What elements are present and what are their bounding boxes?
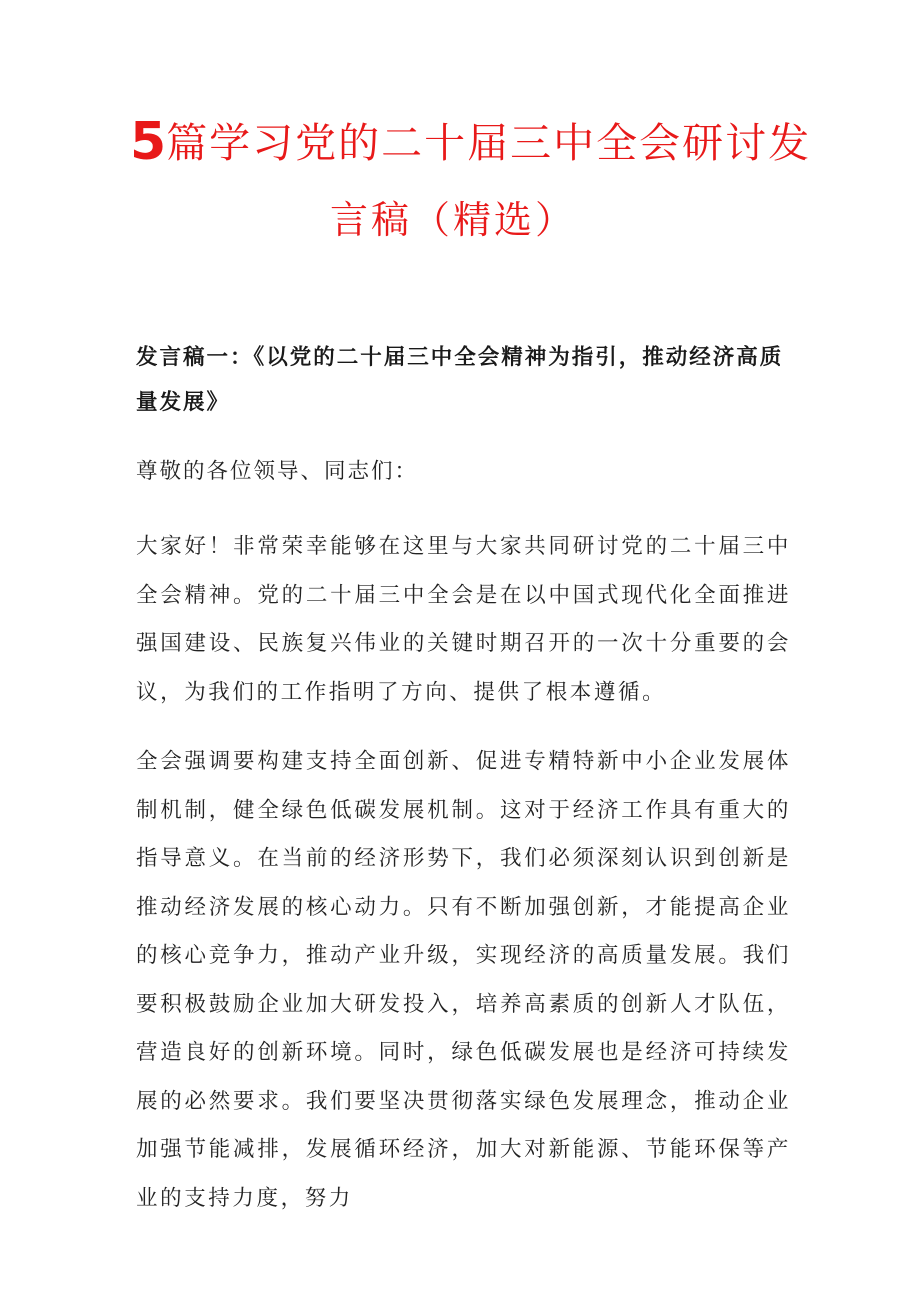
body-paragraph-2: 全会强调要构建支持全面创新、促进专精特新中小企业发展体制机制，健全绿色低碳发展机制。这对于经济工作具有重大的指导意义。在当前的经济形势下，我们必须深刻认识到创新是推动经济发展的核心动力。只有不断加强创新，才能提高企业的核心竞争力，推动产业升级，实现经济的高质量发展。我们要积极鼓励企业加大研发投入，培养高素质的创新人才队伍，营造良好的创新环境。同时，绿色低碳发展也是经济可持续发展的必然要求。我们要坚决贯彻落实绿色发展理念，推动企业加强节能减排，发展循环经济，加大对新能源、节能环保等产业的支持力度，努力	[136, 749, 791, 1211]
greeting: 尊敬的各位领导、同志们：	[136, 459, 419, 484]
title-number: 5	[130, 112, 167, 172]
body-paragraph-1: 大家好！非常荣幸能够在这里与大家共同研讨党的二十届三中全会精神。党的二十届三中全会是在以中国式现代化全面推进强国建设、民族复兴伟业的关键时期召开的一次十分重要的会议，为我们的工作指明了方向、提供了根本遵循。	[136, 534, 791, 705]
document-title-line2: 言稿（精选）	[330, 198, 577, 242]
title-line1-text: 篇学习党的二十届三中全会研讨发	[166, 119, 812, 167]
document-title-line1	[130, 112, 812, 173]
speech-heading: 发言稿一：《以党的二十届三中全会精神为指引，推动经济高质量发展》	[136, 345, 784, 415]
